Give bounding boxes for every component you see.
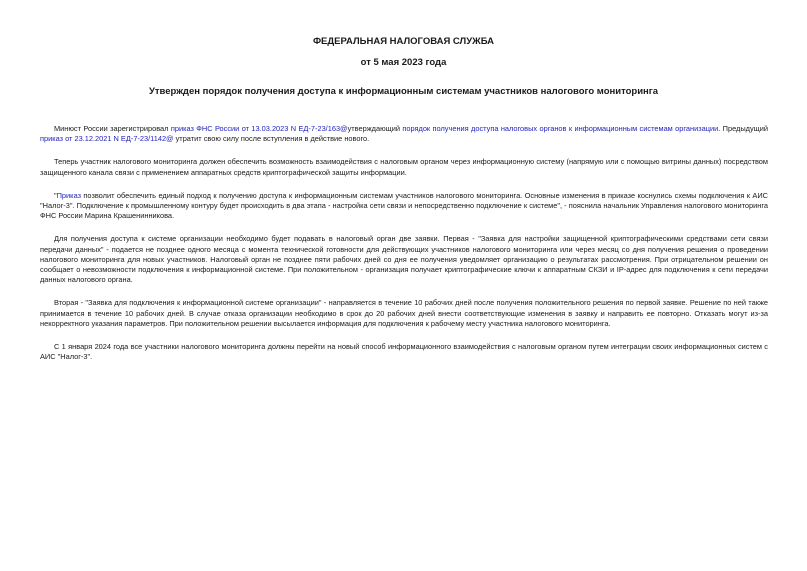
document-date: от 5 мая 2023 года <box>360 57 447 68</box>
paragraph-text: Минюст России зарегистрировал <box>54 124 171 133</box>
paragraph-text: . Предыдущий <box>718 124 768 133</box>
paragraph-text: позволит обеспечить единый подход к получению доступа к информационным системам участников налогового мониторинга. Основные изменения в приказе коснулись схемы подключения к АИС "Налог-3". Подключение к промышленному контуру будет происходить в два этапа - настройка сети связи и непосредственно подключение к системе", - пояснила начальник Управления налогового мониторинга ФНС России Марина Крашенинникова. <box>40 190 768 221</box>
agency-name: ФЕДЕРАЛЬНАЯ НАЛОГОВАЯ СЛУЖБА <box>312 36 495 47</box>
document-body <box>40 124 768 375</box>
paragraph-4: Для получения доступа к системе организации необходимо будет подавать в налоговый орган две заявки. Первая - "Заявка для настройки защищенной криптографическими средствами сети связи передачи данных" - подается не позднее одного месяца с момента технической готовности для действующих участников налогового мониторинга или через месяц со дня получения решения о проведении налогового мониторинга для новых участников. Налоговый орган не позднее пяти рабочих дней со дня ее получения уведомляет организацию о результатах рассмотрения. При отрицательном решении он сообщает о невозможности подключения к информационной системе. При положительном - организация получает криптографические ключи к аппаратным СКЗИ и IP-адрес для подключения к сети передачи данных налогового органа. <box>40 234 768 285</box>
paragraph-3 <box>40 191 768 222</box>
order-link[interactable]: приказ ФНС России от 13.03.2023 N ЕД-7-23/163@ <box>170 124 348 133</box>
paragraph-text: " <box>54 190 57 200</box>
order-short-link[interactable]: Приказ <box>56 190 81 200</box>
paragraph-5: Вторая - "Заявка для подключения к информационной системе организации" - направляется в течение 10 рабочих дней после получения положительного решения по первой заявке. Решение по ней также принимается в течение 10 рабочих дней. В случае отказа организации необходимо в срок до 20 рабочих дней внести соответствующие изменения в заявку и направить ее повторно. Отказать могут из-за некорректного указания параметров. При положительном решении высылается информация для подключения к рабочему месту участника налогового мониторинга. <box>40 298 768 328</box>
paragraph-text: утверждающий <box>347 124 403 133</box>
paragraph-1 <box>40 124 768 144</box>
paragraph-6: С 1 января 2024 года все участники налогового мониторинга должны перейти на новый способ информационного взаимодействия с налоговым органом путем интеграции своих информационных систем с АИС "Налог-3". <box>40 342 768 362</box>
document-headline: Утвержден порядок получения доступа к информационным системам участников налогового мониторинга <box>148 86 659 97</box>
procedure-link[interactable]: порядок получения доступа налоговых органов к информационным системам организации <box>402 124 719 133</box>
paragraph-text: утратит свою силу после вступления в действие нового. <box>173 134 370 144</box>
paragraph-2: Теперь участник налогового мониторинга должен обеспечить возможность взаимодействия с налоговым органом через информационную систему (напрямую или с помощью витрины данных) посредством защищенного канала связи с применением аппаратных средств криптографической защиты информации. <box>40 157 768 177</box>
previous-order-link[interactable]: приказ от 23.12.2021 N ЕД-7-23/1142@ <box>40 134 174 144</box>
